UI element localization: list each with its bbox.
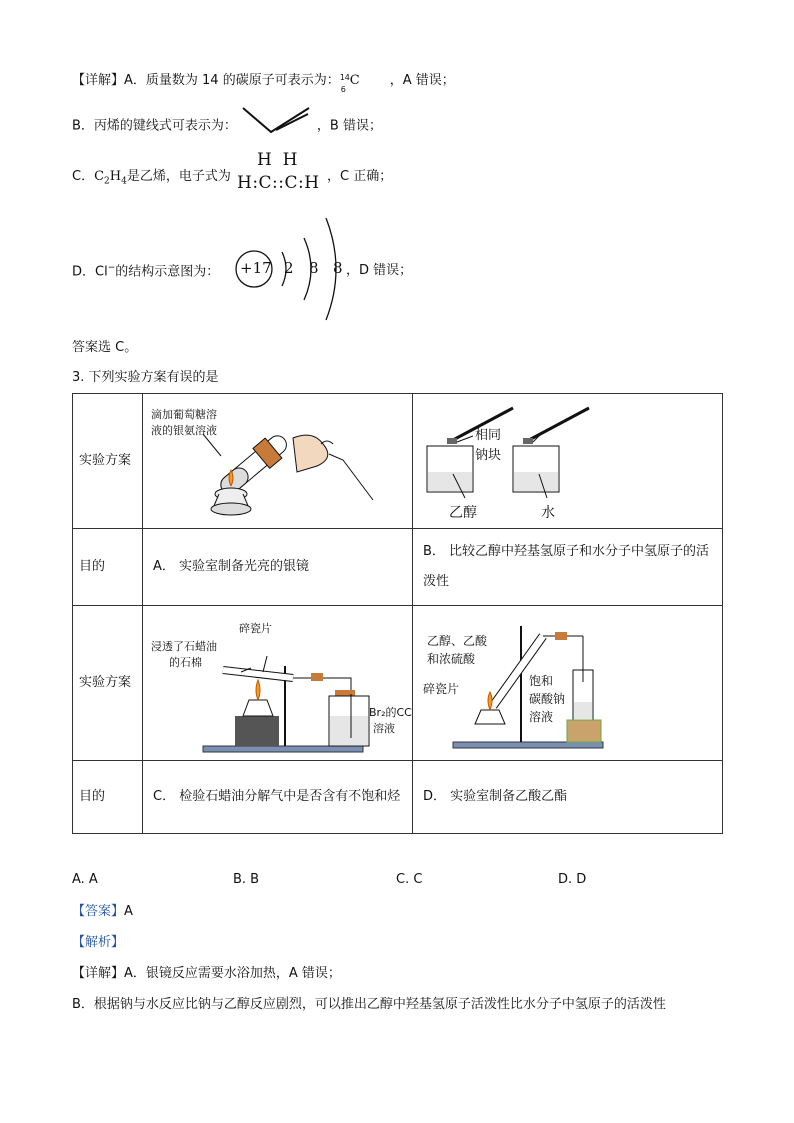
figure-a xyxy=(143,394,412,528)
isotope-symbol: C xyxy=(349,73,360,88)
option-d[interactable]: D. D xyxy=(558,872,587,887)
figure-b-left-label: 乙醇 xyxy=(449,505,477,521)
figure-b xyxy=(413,394,722,528)
detail-line-c xyxy=(72,150,393,193)
table-row xyxy=(73,529,723,606)
lewis-top-h: H H xyxy=(257,150,298,170)
option-a[interactable]: A. A xyxy=(72,872,98,887)
paraffin-cracking-apparatus-icon xyxy=(143,606,413,760)
shell-1: 2 xyxy=(284,259,294,277)
figure-d-label-5: 碳酸钠 xyxy=(529,692,566,706)
line-c-mid: 是乙烯，电子式为 xyxy=(126,169,231,184)
silver-mirror-apparatus-icon xyxy=(143,394,413,528)
ethene-formula xyxy=(94,169,127,187)
figure-a-label-2: 液的银氨溶液 xyxy=(151,424,217,437)
purpose-a: A． 实验室制备光亮的银镜 xyxy=(143,529,413,606)
isotope-atomic: 6 xyxy=(340,85,346,94)
figure-d-label-6: 溶液 xyxy=(529,710,554,724)
detail-line-d xyxy=(72,259,219,281)
figure-d-label-3: 碎瓷片 xyxy=(423,682,460,696)
figure-c-label-1: 浸透了石蜡油 xyxy=(151,640,217,653)
lewis-main: H:C::C:H xyxy=(237,173,320,193)
line-a-result: ，A 错误； xyxy=(389,73,455,88)
analysis-tag: 【解析】 xyxy=(72,935,125,950)
isotope-mass: 14 xyxy=(339,73,350,82)
figure-c-br-label: Br₂的CC xyxy=(369,706,412,719)
line-b-result: ，B 错误； xyxy=(316,118,382,134)
ethyl-acetate-apparatus-icon xyxy=(413,606,723,760)
figure-c xyxy=(143,606,412,760)
detail-tag: 【详解】 xyxy=(72,73,125,88)
line-d-pre: D．Cl xyxy=(72,264,108,280)
table-row xyxy=(73,761,723,834)
answer-tag: 【答案】 xyxy=(72,904,125,919)
chloride-charge: − xyxy=(107,263,116,273)
option-c[interactable]: C. C xyxy=(396,872,423,887)
answer-q2: 答案选 C。 xyxy=(72,340,138,355)
lewis-structure xyxy=(235,150,327,193)
line-c-result: ，C 正确； xyxy=(327,169,393,184)
line-d-result: ，D 错误； xyxy=(346,263,413,278)
formula-h: H xyxy=(109,169,122,184)
figure-c-top-label: 碎瓷片 xyxy=(239,622,272,635)
line-d-mid: 的结构示意图为： xyxy=(115,264,220,280)
answer-value: A xyxy=(124,904,133,919)
line-c-pre: C． xyxy=(72,169,95,184)
line-b-text: B．丙烯的键线式可表示为： xyxy=(72,118,237,134)
table-row xyxy=(73,394,723,529)
detail-line-b xyxy=(72,114,382,138)
row-label-scheme-1: 实验方案 xyxy=(73,394,143,529)
purpose-b: B． 比较乙醇中羟基氢原子和水分子中氢原子的活泼性 xyxy=(413,529,723,606)
experiment-table xyxy=(72,393,723,834)
figure-b-label-1: 相同 xyxy=(475,428,502,443)
isotope-notation xyxy=(339,72,390,94)
figure-c-cell xyxy=(143,606,413,761)
formula-sub-4: 4 xyxy=(121,176,127,187)
figure-d-label-1: 乙醇、乙酸 xyxy=(427,634,488,648)
nucleus-charge: +17 xyxy=(240,259,272,277)
figure-a-label-1: 滴加葡萄糖溶 xyxy=(151,408,217,421)
option-b[interactable]: B. B xyxy=(233,872,260,887)
figure-d-label-2: 和浓硫酸 xyxy=(427,652,476,666)
figure-c-sol-label: 溶液 xyxy=(373,722,395,735)
figure-b-label-2: 钠块 xyxy=(475,448,502,463)
row-label-scheme-2: 实验方案 xyxy=(73,606,143,761)
figure-b-right-label: 水 xyxy=(541,505,555,521)
figure-d-cell xyxy=(413,606,723,761)
answer-line xyxy=(72,903,133,921)
figure-b-cell xyxy=(413,394,723,529)
purpose-d: D． 实验室制备乙酸乙酯 xyxy=(413,761,723,834)
formula-sub-2: 2 xyxy=(104,176,110,187)
detail-a-line: 【详解】A．银镜反应需要水浴加热，A 错误； xyxy=(72,966,341,981)
detail-line-a xyxy=(72,72,455,94)
row-label-purpose-1: 目的 xyxy=(73,529,143,606)
figure-a-cell xyxy=(143,394,413,529)
figure-c-label-2: 的石棉 xyxy=(169,656,202,669)
row-label-purpose-2: 目的 xyxy=(73,761,143,834)
figure-d-label-4: 饱和 xyxy=(529,674,554,688)
figure-d xyxy=(413,606,722,760)
question-3-stem: 3. 下列实验方案有误的是 xyxy=(72,370,219,385)
formula-c: C xyxy=(94,169,105,184)
shell-3: 8 xyxy=(333,259,343,277)
table-row xyxy=(73,606,723,761)
purpose-c: C． 检验石蜡油分解气中是否含有不饱和烃 xyxy=(143,761,413,834)
propene-skeletal-icon xyxy=(239,104,315,138)
shell-2: 8 xyxy=(309,259,319,277)
line-a-text: A．质量数为 14 的碳原子可表示为： xyxy=(124,73,340,88)
detail-b-line: B．根据钠与水反应比钠与乙醇反应剧烈，可以推出乙醇中羟基氢原子活泼性比水分子中氢原子的活泼性 xyxy=(72,997,666,1012)
